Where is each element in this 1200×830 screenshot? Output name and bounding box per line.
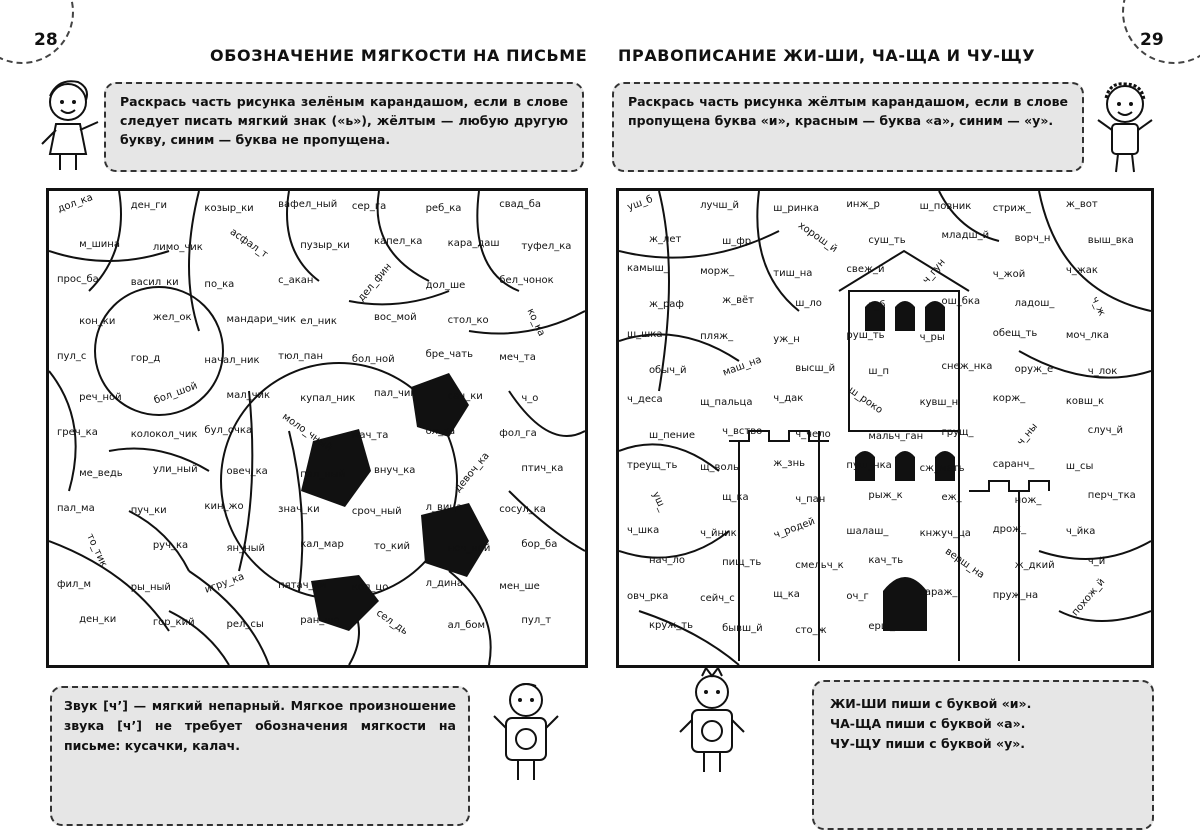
right-word-label: ш_сы	[1065, 461, 1094, 473]
left-word-label: ден_ги	[130, 200, 168, 212]
right-word-label: снеж_нка	[941, 361, 993, 373]
right-coloring-puzzle	[616, 188, 1154, 668]
right-task-box: Раскрась часть рисунка жёлтым карандашом, если в слове пропущена буква «и», красным — буква «а», синим — «у».	[612, 82, 1084, 172]
rule-line-zhi-shi: ЖИ-ШИ пиши с буквой «и».	[830, 696, 1032, 711]
left-word-label: стол_ко	[447, 314, 489, 326]
left-word-label: ол_ха	[425, 425, 456, 437]
right-word-label: кувш_н	[919, 397, 959, 409]
left-word-label: с_акан	[278, 274, 314, 286]
left-word-label: л_вица	[425, 501, 463, 513]
right-word-label: ч_гун	[920, 257, 948, 287]
right-word-label: ч_ны	[1014, 421, 1040, 448]
right-word-label: пищ_ть	[722, 557, 762, 569]
rule-line-chu-shchu: ЧУ-ЩУ пиши с буквой «у».	[830, 736, 1026, 751]
right-word-label: оч_г	[846, 591, 869, 603]
left-word-label: руч_ка	[152, 540, 189, 552]
right-word-label: еж_	[941, 492, 962, 504]
left-word-label: девоч_ка	[452, 450, 492, 495]
right-word-label: инж_р	[846, 198, 880, 210]
left-word-label: прос_ба	[57, 274, 99, 286]
left-word-label: гор_кий	[152, 616, 195, 628]
right-word-label: ч_пан	[795, 494, 826, 506]
right-word-label: сейч_с	[700, 593, 735, 605]
left-word-label: внуч_ка	[373, 464, 416, 476]
left-task-box: Раскрась часть рисунка зелёным карандашом, если в слове следует писать мягкий знак («ь»), жёлтым — любую другую букву, синим — буква не пропущена.	[104, 82, 584, 172]
left-word-label: дол_ка	[56, 192, 95, 215]
right-word-label: свеж_й	[846, 264, 885, 276]
right-page-title: ПРАВОПИСАНИЕ ЖИ-ШИ, ЧА-ЩА И ЧУ-ЩУ	[618, 46, 1036, 65]
right-word-label: шалаш_	[846, 525, 889, 537]
right-word-label: суш_ть	[868, 234, 906, 246]
right-rule-note	[812, 680, 1154, 830]
left-word-label: жел_ок	[152, 311, 192, 323]
right-word-label: ш_шка	[627, 328, 663, 340]
right-word-label: бывш_й	[722, 622, 763, 634]
right-word-label: ч_чело	[795, 428, 831, 440]
left-word-label: бор_ба	[521, 539, 558, 551]
left-word-label: вос_мой	[373, 312, 417, 324]
left-word-label: реб_ка	[425, 203, 462, 215]
right-word-label: кнжуч_ца	[919, 528, 971, 540]
left-word-label: ноч_ной	[447, 543, 491, 555]
rule-line-cha-shcha: ЧА-ЩА пиши с буквой «а».	[830, 716, 1026, 731]
right-word-label: пляж_	[700, 331, 734, 343]
right-word-label: обещ_ть	[992, 327, 1038, 339]
right-word-label: дрож_	[992, 524, 1027, 536]
right-word-label: ворч_н	[1014, 232, 1051, 244]
right-word-label: камыш_	[627, 263, 669, 275]
right-word-label: уж_н	[773, 333, 800, 345]
right-word-label: хорош_й	[796, 220, 840, 256]
right-word-label: высш_й	[795, 363, 836, 375]
left-word-label: пал_ма	[57, 503, 95, 515]
left-word-label: мандари_чик	[226, 313, 297, 325]
right-word-label: треущ_ть	[627, 459, 678, 471]
right-word-label: ш_ринка	[773, 202, 819, 214]
right-word-label: моч_лка	[1065, 330, 1109, 342]
right-word-label: ч_б	[868, 300, 886, 312]
right-word-label: ерш_	[868, 620, 896, 632]
right-word-label: ш_п	[868, 365, 890, 377]
left-word-label: овеч_ка	[226, 466, 268, 478]
right-word-label: ч_деса	[627, 394, 663, 406]
right-word-label: младш_й	[941, 230, 990, 242]
right-word-label: щ_ка	[722, 491, 749, 503]
left-word-label: пул_с	[57, 350, 87, 362]
right-word-label: ч_родей	[772, 516, 817, 542]
right-word-label: морж_	[700, 265, 735, 277]
right-word-label: мальч_ган	[868, 431, 924, 442]
left-word-label: кол_цо	[351, 582, 389, 594]
left-word-label: срoч_ный	[351, 506, 402, 518]
left-word-label: бол_шой	[152, 380, 199, 407]
right-word-label: маш_на	[721, 354, 764, 379]
right-word-label: ч_й	[1087, 555, 1106, 567]
left-word-label: рел_сы	[226, 618, 264, 630]
right-word-label: корж_	[992, 393, 1026, 405]
right-word-label: щ_ка	[773, 588, 800, 600]
right-word-label: щ_воль	[700, 462, 739, 474]
left-word-label: капел_ка	[373, 235, 423, 247]
left-rule-note: Звук [ч’] — мягкий непарный. Мягкое произношение звука [ч’] не требует обозначения мягкости на письме: кусачки, калач.	[50, 686, 470, 826]
right-word-label: ладош_	[1014, 298, 1055, 310]
girl-robot-doodle-icon	[676, 668, 748, 778]
left-word-label: купал_ник	[300, 392, 356, 404]
right-puzzle-lines	[619, 191, 1151, 665]
left-word-label: пал_ный	[300, 468, 346, 480]
right-word-label: оруж_е	[1014, 363, 1054, 375]
right-word-label: ж_знь	[773, 458, 806, 470]
left-word-label: л_дина	[425, 578, 464, 590]
right-word-label: лучш_й	[700, 200, 740, 212]
left-word-label: ян_ный	[226, 542, 266, 554]
right-word-label: стриж_	[992, 203, 1031, 215]
left-word-label: м_шина	[79, 239, 120, 251]
left-word-label: сосул_ка	[499, 504, 546, 516]
left-word-label: кон_ки	[79, 315, 116, 327]
left-word-label: асфал_т	[227, 226, 270, 261]
left-word-label: фол_га	[499, 428, 537, 439]
left-word-label: моло_чный	[280, 411, 335, 455]
right-word-label: обыч_й	[648, 364, 687, 376]
right-word-label: ж_вёт	[722, 295, 754, 307]
left-word-label: мал_чик	[226, 390, 271, 402]
right-word-label: ковш_к	[1065, 395, 1105, 407]
left-word-label: игру_ка	[203, 570, 247, 596]
left-word-label: ран_ше	[300, 614, 340, 626]
boy-robot-doodle-icon	[490, 676, 562, 786]
right-word-label: ж_лет	[648, 234, 682, 246]
right-word-label: грущ_	[941, 426, 974, 438]
right-word-label: гараж_	[919, 587, 958, 599]
left-word-label: пузыр_ки	[300, 240, 350, 252]
left-word-label: пуч_ки	[130, 505, 167, 517]
right-word-label: перч_тка	[1087, 490, 1136, 502]
left-word-label: сер_га	[351, 201, 387, 212]
left-word-label: ден_ки	[79, 614, 117, 626]
right-word-label: выш_вка	[1087, 235, 1134, 247]
left-word-label: лимо_чик	[152, 241, 203, 253]
left-word-label: козыр_ки	[204, 202, 254, 214]
right-word-label: ш_фр	[722, 236, 752, 248]
right-word-label: нож_	[1014, 494, 1042, 506]
right-word-label: ч_ж	[1088, 294, 1107, 318]
left-word-label: бре_чать	[425, 349, 473, 361]
left-word-label: вафел_ный	[278, 198, 338, 210]
left-word-label: ко_ка	[524, 306, 548, 339]
right-word-label: случ_й	[1087, 425, 1124, 436]
left-word-label: сач_ки	[447, 390, 483, 402]
left-word-label: мен_ше	[499, 580, 540, 592]
right-word-label: тиш_на	[773, 268, 813, 280]
left-word-label: меч_та	[499, 351, 536, 363]
left-word-label: пул_т	[521, 615, 552, 627]
left-word-label: то_тик	[84, 531, 110, 569]
left-word-label: по_ка	[204, 279, 235, 291]
left-word-label: туфел_ка	[521, 240, 572, 252]
right-word-label: ч_ры	[919, 331, 945, 343]
left-coloring-puzzle	[46, 188, 588, 668]
right-word-label: верш_на	[942, 545, 986, 581]
left-word-label: ел_ник	[300, 316, 337, 328]
boy-doodle-icon	[1092, 76, 1158, 176]
right-word-label: ч_дак	[773, 392, 804, 404]
right-word-label: сто_ж	[795, 624, 827, 636]
left-word-label: бел_чонок	[499, 275, 554, 287]
right-word-label: ж_дкий	[1014, 560, 1055, 572]
right-word-label: ш_повник	[919, 201, 972, 212]
left-word-label: фил_м	[57, 579, 91, 591]
left-word-label: сел_дь	[374, 607, 410, 638]
left-word-label: тюл_пан	[278, 351, 323, 363]
left-page-title: ОБОЗНАЧЕНИЕ МЯГКОСТИ НА ПИСЬМЕ	[210, 46, 588, 65]
left-word-label: кал_мар	[300, 538, 344, 550]
left-word-label: бол_ной	[351, 353, 395, 365]
left-word-label: пятач_ки	[278, 579, 327, 591]
right-word-label: похож_й	[1069, 576, 1108, 619]
right-word-label: ч_йник	[700, 527, 737, 539]
right-word-label: ош_бка	[941, 295, 981, 307]
right-word-label: ч_шка	[627, 525, 660, 537]
left-word-label: колокол_чик	[130, 429, 198, 441]
right-word-label: саранч_	[992, 458, 1035, 470]
left-word-label: ал_бом	[447, 619, 486, 631]
right-word-label: ш_ло	[795, 297, 822, 309]
left-page-number: 28	[34, 30, 58, 50]
right-word-label: пруж_на	[992, 589, 1039, 601]
right-word-label: ж_вот	[1065, 199, 1098, 211]
right-word-label: овч_рка	[627, 590, 669, 602]
left-word-label: ч_о	[521, 393, 539, 405]
left-word-label: ули_ный	[152, 464, 198, 476]
right-word-label: уш_	[649, 489, 669, 513]
left-word-label: кин_жо	[204, 501, 244, 513]
right-word-label: пуш_нка	[846, 460, 892, 472]
left-word-label: дел_фин	[355, 261, 394, 304]
left-word-label: бул_очка	[204, 425, 253, 436]
left-word-label: гор_д	[130, 352, 161, 364]
left-word-label: свад_ба	[499, 199, 542, 211]
right-word-label: рыж_к	[868, 489, 903, 501]
left-word-label: васил_ки	[130, 276, 179, 288]
left-word-label: мач_та	[351, 429, 389, 441]
left-word-label: дол_ше	[425, 279, 466, 291]
left-word-label: знач_ки	[278, 503, 320, 515]
left-word-label: ме_ведь	[79, 468, 123, 480]
right-word-label: смельч_к	[795, 559, 844, 571]
left-word-label: то_кий	[373, 540, 410, 552]
left-word-label: ры_ный	[130, 581, 171, 593]
right-word-label: ч_вство	[722, 426, 763, 438]
left-word-label: реч_ной	[79, 391, 122, 403]
right-word-label: сж_мать	[919, 462, 965, 474]
right-word-label: уш_б	[625, 193, 655, 214]
right-page-number: 29	[1140, 30, 1164, 50]
left-word-label: пал_чик	[373, 388, 417, 400]
right-word-label: ш_роко	[846, 384, 885, 417]
left-word-label: птич_ка	[521, 462, 564, 474]
left-word-label: начал_ник	[204, 355, 260, 367]
left-word-label: греч_ка	[57, 426, 98, 438]
right-word-label: круж_ть	[648, 620, 693, 632]
right-word-label: кач_ть	[868, 555, 904, 567]
right-word-label: нач_ло	[648, 554, 686, 566]
left-word-label: кара_даш	[447, 238, 500, 250]
right-word-label: ч_йка	[1065, 526, 1096, 538]
right-word-label: ш_пение	[648, 430, 695, 442]
right-word-label: ж_раф	[648, 299, 684, 311]
right-word-label: ч_жак	[1065, 264, 1098, 276]
right-word-label: ч_жой	[992, 268, 1026, 280]
right-word-label: руш_ть	[846, 329, 885, 341]
right-word-label: щ_пальца	[700, 396, 753, 408]
girl-doodle-icon	[38, 74, 104, 174]
right-word-label: ч_лок	[1087, 366, 1118, 378]
